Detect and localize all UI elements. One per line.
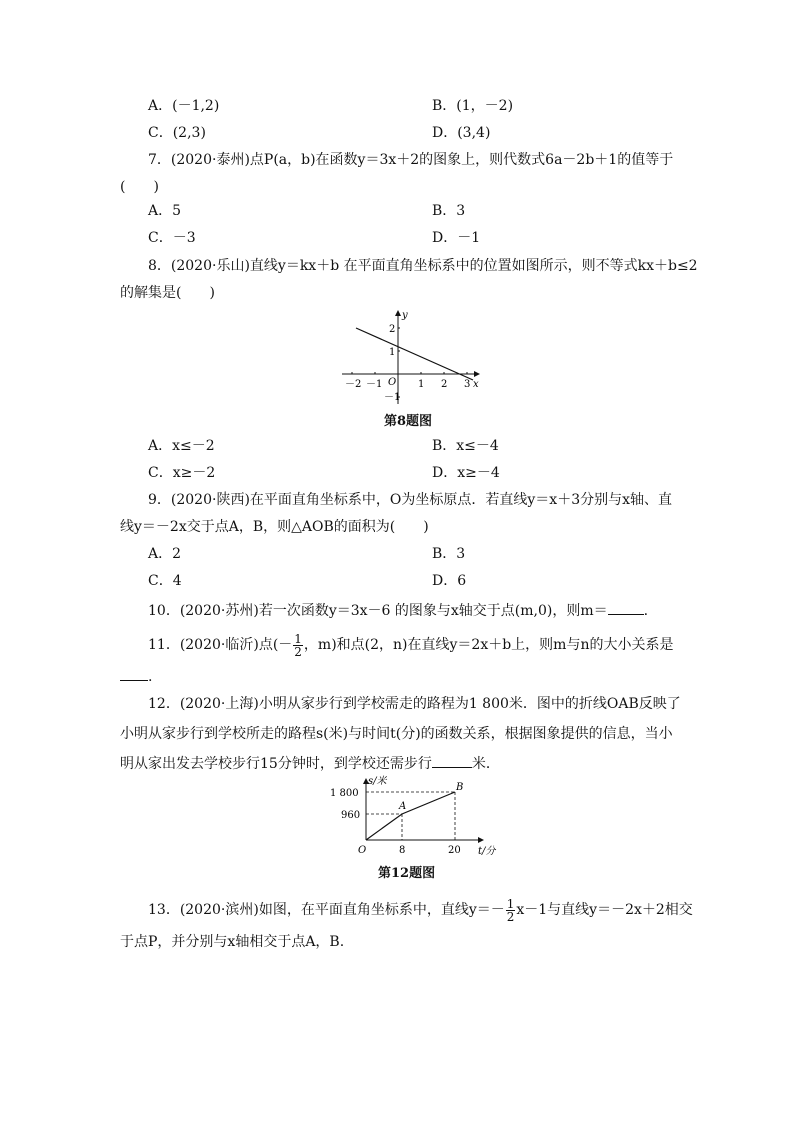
q10-end: . bbox=[643, 603, 649, 619]
q8-x-tick-1: 1 bbox=[418, 379, 425, 390]
q8-x-axis-label: x bbox=[473, 379, 479, 390]
q12-figure-caption: 第12题图 bbox=[378, 866, 436, 881]
q12-origin-label: O bbox=[358, 845, 367, 856]
q9-option-d: D．6 bbox=[432, 573, 467, 589]
q12-y-tick-960: 960 bbox=[341, 810, 361, 821]
q10-text: 10．(2020·苏州)若一次函数y＝3x－6 的图象与x轴交于点(m,0)，则m＝ bbox=[148, 603, 608, 619]
q13-frac-num: 1 bbox=[506, 896, 515, 911]
q8-graph bbox=[340, 308, 482, 408]
q6-option-d: D．(3,4) bbox=[432, 125, 491, 141]
q13-fraction bbox=[506, 898, 516, 923]
q11-answer-blank bbox=[120, 666, 148, 681]
q12-x-axis-label: t/分 bbox=[478, 846, 496, 857]
q7-option-a: A．5 bbox=[148, 203, 182, 219]
q11-frac-den: 2 bbox=[294, 644, 302, 659]
q9-option-c: C．4 bbox=[148, 573, 182, 589]
q7-option-d: D．－1 bbox=[432, 230, 481, 246]
q6-option-a: A．(－1,2) bbox=[148, 98, 220, 114]
q12-y-axis-label: s/米 bbox=[368, 776, 387, 787]
q8-function-line bbox=[356, 328, 473, 380]
q10-answer-blank bbox=[608, 600, 644, 615]
q11-pre: 11．(2020·临沂)点(－ bbox=[148, 637, 293, 653]
q7-option-c: C．－3 bbox=[148, 230, 196, 246]
q13-stem-line1 bbox=[148, 896, 693, 924]
q12-answer-blank bbox=[432, 753, 472, 768]
q8-x-axis-arrow-icon bbox=[474, 371, 480, 377]
q13-stem-line2: 于点P，并分别与x轴相交于点A，B. bbox=[120, 934, 345, 950]
q12-x-tick-20: 20 bbox=[448, 845, 461, 856]
q8-x-tick-2: 2 bbox=[441, 379, 448, 390]
q8-option-d: D．x≥－4 bbox=[432, 465, 500, 481]
q11-fraction bbox=[293, 633, 303, 658]
q12-x-tick-8: 8 bbox=[399, 845, 406, 856]
q8-y-axis-arrow-icon bbox=[395, 310, 401, 316]
q13-post: x－1与直线y＝－2x＋2相交 bbox=[516, 902, 693, 918]
q12-point-a-label: A bbox=[399, 801, 407, 812]
q12-polyline-oab bbox=[366, 792, 455, 840]
q12-stem-line1: 12．(2020·上海)小明从家步行到学校需走的路程为1 800米．图中的折线OAB反映了 bbox=[148, 696, 681, 712]
q12-graph bbox=[328, 776, 496, 858]
q6-option-b: B．(1，－2) bbox=[432, 98, 514, 114]
q12-x-axis-arrow-icon bbox=[478, 837, 484, 843]
q8-y-tick-neg1: －1 bbox=[384, 392, 401, 403]
q11-stem-line1 bbox=[148, 632, 673, 658]
q11-post: ，m)和点(2，n)在直线y＝2x＋b上，则m与n的大小关系是 bbox=[303, 637, 674, 653]
q13-frac-den: 2 bbox=[506, 909, 515, 924]
q8-x-tick-3: 3 bbox=[464, 379, 471, 390]
q12-y-tick-1800: 1 800 bbox=[330, 788, 359, 799]
q8-y-axis-label: y bbox=[402, 310, 408, 321]
q7-stem-line1: 7．(2020·泰州)点P(a，b)在函数y＝3x＋2的图象上，则代数式6a－2b＋1的值等于 bbox=[148, 152, 674, 168]
q9-stem-line2: 线y＝－2x交于点A，B，则△AOB的面积为( ) bbox=[120, 519, 429, 535]
q12-stem-line2: 小明从家步行到学校所走的路程s(米)与时间t(分)的函数关系，根据图象提供的信息，当小 bbox=[120, 726, 673, 742]
q13-pre: 13．(2020·滨州)如图，在平面直角坐标系中，直线y＝－ bbox=[148, 902, 505, 918]
q8-x-tick-neg2: －2 bbox=[345, 379, 362, 390]
q7-stem-line2: ( ) bbox=[120, 179, 159, 195]
q10-stem bbox=[148, 600, 648, 621]
q12-line3-end: 米． bbox=[471, 756, 500, 772]
q9-option-b: B．3 bbox=[432, 546, 466, 562]
q12-stem-line3 bbox=[120, 753, 500, 774]
q7-option-b: B．3 bbox=[432, 203, 466, 219]
q12-line3-text: 明从家出发去学校步行15分钟时，到学校还需步行 bbox=[120, 756, 432, 772]
q9-option-a: A．2 bbox=[148, 546, 182, 562]
q8-option-a: A．x≤－2 bbox=[148, 438, 215, 454]
q6-option-c: C．(2,3) bbox=[148, 125, 206, 141]
q11-line2-end: . bbox=[148, 669, 153, 685]
q8-y-tick-1: 1 bbox=[389, 347, 396, 358]
q8-figure-caption: 第8题图 bbox=[384, 414, 433, 429]
q8-stem-line2: 的解集是( ) bbox=[120, 285, 215, 301]
q9-stem-line1: 9．(2020·陕西)在平面直角坐标系中，O为坐标原点．若直线y＝x＋3分别与x轴、直 bbox=[148, 492, 672, 508]
q8-x-tick-neg1: －1 bbox=[366, 379, 383, 390]
q8-origin-label: O bbox=[388, 377, 397, 388]
q8-option-b: B．x≤－4 bbox=[432, 438, 499, 454]
q8-stem-line1: 8．(2020·乐山)直线y＝kx＋b 在平面直角坐标系中的位置如图所示，则不等式kx＋b≤2 bbox=[148, 258, 698, 274]
q8-option-c: C．x≥－2 bbox=[148, 465, 216, 481]
q8-y-tick-2: 2 bbox=[389, 324, 396, 335]
q11-stem-line2 bbox=[120, 666, 152, 687]
q11-frac-num: 1 bbox=[294, 631, 302, 646]
q12-point-b-label: B bbox=[456, 782, 464, 793]
